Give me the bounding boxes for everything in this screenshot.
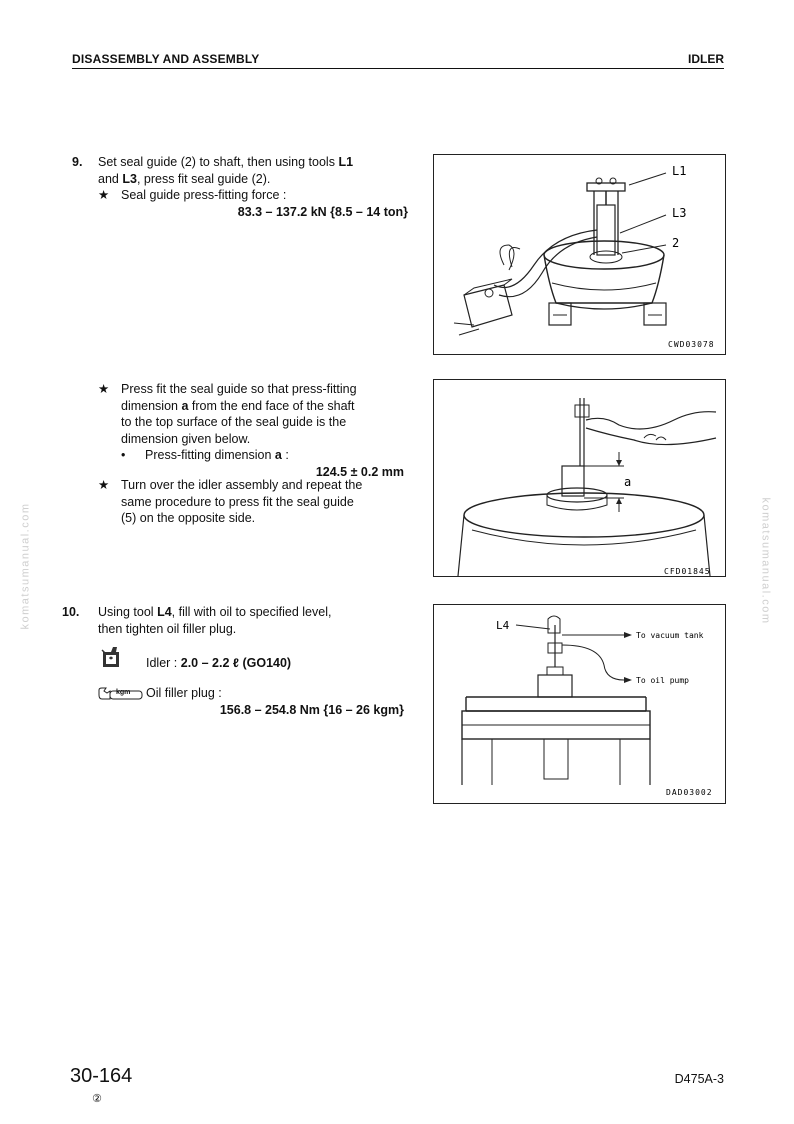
figure-3-drawing — [434, 605, 725, 803]
tool-l4: L4 — [157, 605, 172, 619]
model-code: D475A-3 — [674, 1072, 724, 1086]
step-10-text-1a: Using tool — [98, 605, 158, 619]
figure-2-drawing — [434, 380, 725, 576]
dimension-a: a — [181, 398, 189, 413]
step-10-text-2: then tighten oil filler plug. — [98, 621, 237, 636]
topic-title: IDLER — [688, 52, 724, 66]
oil-spec — [146, 655, 291, 672]
force-value: 83.3 – 137.2 kN {8.5 – 14 ton} — [237, 205, 408, 219]
star-icon: ★ — [98, 478, 110, 492]
fig3-label-vacuum: To vacuum tank — [636, 631, 704, 640]
step-9-text-1: Set seal guide (2) to shaft, then using tools — [98, 155, 339, 169]
star-icon: ★ — [98, 188, 110, 202]
watermark-right: komatsumanual.com — [759, 497, 772, 625]
fig2-code: CFD01845 — [664, 567, 711, 576]
revision-mark: ② — [92, 1093, 102, 1105]
oil-can-icon — [100, 646, 124, 675]
note-line-4: dimension given below. — [121, 431, 251, 446]
fig1-code: CWD03078 — [668, 340, 715, 349]
fig3-code: DAD03002 — [666, 788, 713, 797]
fig3-label-pump: To oil pump — [636, 676, 689, 685]
fig1-label-l3: L3 — [672, 206, 687, 220]
bullet: • — [121, 448, 126, 462]
oil-value: 2.0 – 2.2 ℓ (GO140) — [180, 656, 292, 670]
star-icon: ★ — [98, 382, 110, 396]
fig3-label-l4: L4 — [496, 619, 510, 632]
step-9-text-2a: and — [98, 171, 123, 186]
figure-press-seal-guide — [433, 154, 726, 355]
step-9-number: 9. — [72, 155, 83, 169]
note-line-2a: dimension — [121, 398, 182, 413]
watermark-left: komatsumanual.com — [19, 502, 32, 630]
page-header — [72, 52, 724, 69]
section-title: DISASSEMBLY AND ASSEMBLY — [72, 52, 260, 66]
note-line-1: Press fit the seal guide so that press-fitting — [121, 382, 357, 396]
page-number: 30-164 — [70, 1065, 133, 1087]
fig1-label-2: 2 — [672, 236, 680, 250]
dim-label-text: Press-fitting dimension — [145, 448, 275, 462]
step-10-number: 10. — [62, 605, 80, 619]
turn-line-2: same procedure to press fit the seal guide — [121, 494, 354, 509]
dim-label — [145, 448, 289, 462]
dim-value: 124.5 ± 0.2 mm — [315, 464, 404, 479]
figure-oil-fill — [433, 604, 726, 804]
fig1-label-l1: L1 — [672, 164, 687, 178]
force-label: Seal guide press-fitting force : — [121, 188, 287, 202]
fig2-label-a: a — [624, 475, 632, 489]
turn-line-3: (5) on the opposite side. — [121, 511, 256, 525]
dim-label-colon: : — [281, 448, 289, 462]
plug-label: Oil filler plug : — [146, 686, 222, 700]
dim-label-a: a — [274, 448, 282, 462]
torque-wrench-icon — [98, 687, 144, 706]
torque-icon-text: kgm — [116, 689, 131, 696]
plug-value: 156.8 – 254.8 Nm {16 – 26 kgm} — [219, 702, 404, 717]
figure-press-fit-dimension — [433, 379, 726, 577]
oil-label: Idler : — [146, 656, 181, 670]
note-line-2c: from the end face of the shaft — [188, 398, 355, 413]
turn-line-1: Turn over the idler assembly and repeat the — [121, 478, 363, 492]
step-10-text-1c: , fill with oil to specified level, — [171, 605, 332, 619]
tool-l1: L1 — [338, 155, 354, 169]
tool-l3: L3 — [122, 171, 137, 186]
plug-spec — [146, 685, 404, 718]
note-line-3: to the top surface of the seal guide is the — [121, 415, 347, 429]
figure-1-drawing — [434, 155, 725, 354]
step-9-text-2c: , press fit seal guide (2). — [136, 171, 271, 186]
